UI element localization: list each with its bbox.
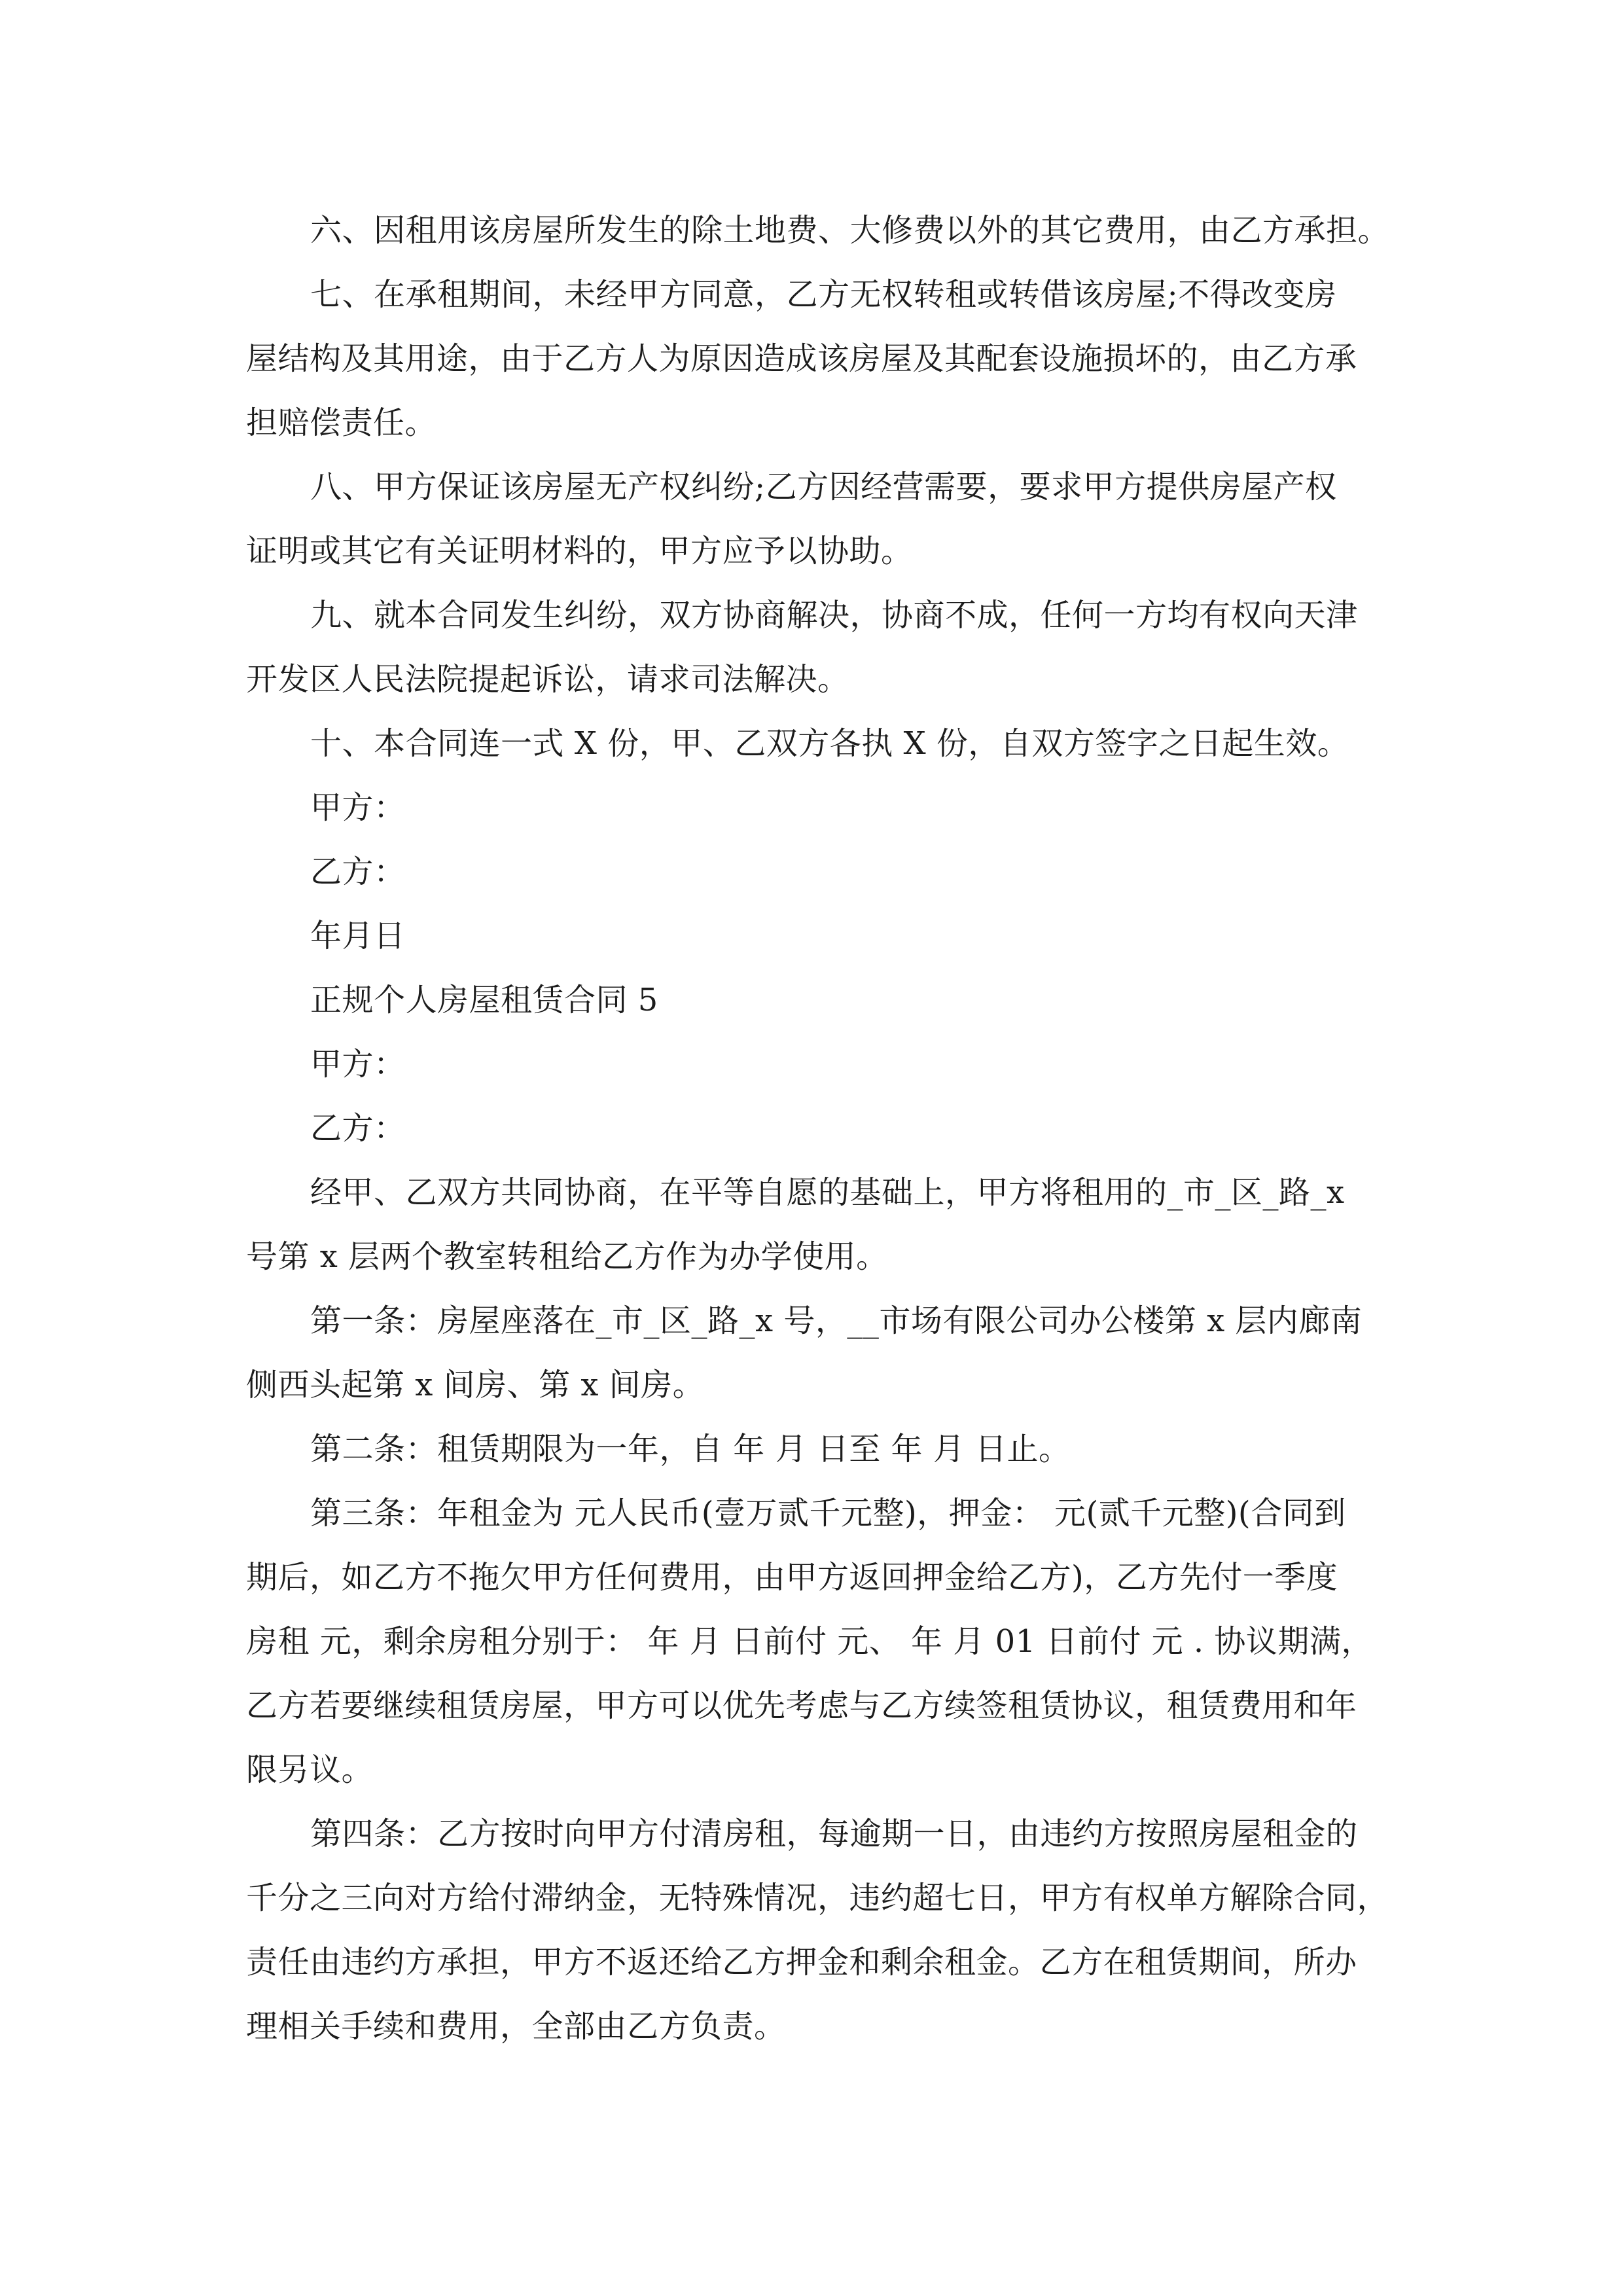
- party-a-signature: 甲方：: [310, 789, 406, 826]
- clause-7-line-2: 屋结构及其用途，由于乙方人为原因造成该房屋及其配套设施损坏的，由乙方承: [246, 340, 1357, 377]
- article-4-line-2: 千分之三向对方给付滞纳金，无特殊情况，违约超七日，甲方有权单方解除合同，: [246, 1880, 1389, 1916]
- preamble-line-1: 经甲、乙双方共同协商，在平等自愿的基础上，甲方将租用的_市_区_路_x: [310, 1174, 1345, 1211]
- article-3-line-2: 期后，如乙方不拖欠甲方任何费用，由甲方返回押金给乙方)，乙方先付一季度: [246, 1559, 1338, 1596]
- clause-8-line-1: 八、甲方保证该房屋无产权纠纷;乙方因经营需要，要求甲方提供房屋产权: [310, 469, 1337, 505]
- clause-10-line-1: 十、本合同连一式 X 份，甲、乙双方各执 X 份，自双方签字之日起生效。: [310, 725, 1349, 762]
- article-2-line-1: 第二条：租赁期限为一年，自 年 月 日至 年 月 日止。: [310, 1431, 1071, 1467]
- article-3-line-5: 限另议。: [246, 1751, 374, 1788]
- contract-5-title: 正规个人房屋租赁合同 5: [310, 982, 658, 1018]
- party-b-signature: 乙方：: [310, 853, 406, 890]
- article-1-line-1: 第一条：房屋座落在_市_区_路_x 号，__市场有限公司办公楼第 x 层内廊南: [310, 1302, 1363, 1339]
- signature-date: 年月日: [310, 918, 406, 954]
- article-4-line-3: 责任由违约方承担，甲方不返还给乙方押金和剩余租金。乙方在租赁期间，所办: [246, 1944, 1357, 1981]
- article-3-line-4: 乙方若要继续租赁房屋，甲方可以优先考虑与乙方续签租赁协议，租赁费用和年: [246, 1687, 1357, 1724]
- article-3-line-1: 第三条：年租金为 元人民币(壹万贰千元整)，押金： 元(贰千元整)(合同到: [310, 1495, 1346, 1532]
- clause-8-line-2: 证明或其它有关证明材料的，甲方应予以协助。: [246, 533, 913, 569]
- article-3-line-3: 房租 元，剩余房租分别于： 年 月 日前付 元、 年 月 01 日前付 元 . 协议期满，: [246, 1623, 1373, 1660]
- article-1-line-2: 侧西头起第 x 间房、第 x 间房。: [246, 1367, 705, 1403]
- contract-5-party-b: 乙方：: [310, 1110, 406, 1147]
- clause-9-line-2: 开发区人民法院提起诉讼，请求司法解决。: [246, 661, 849, 698]
- clause-7-line-1: 七、在承租期间，未经甲方同意，乙方无权转租或转借该房屋;不得改变房: [310, 276, 1337, 313]
- article-4-line-4: 理相关手续和费用，全部由乙方负责。: [246, 2008, 786, 2045]
- clause-6-line-1: 六、因租用该房屋所发生的除土地费、大修费以外的其它费用，由乙方承担。: [310, 212, 1390, 249]
- preamble-line-2: 号第 x 层两个教室转租给乙方作为办学使用。: [246, 1238, 888, 1275]
- clause-7-line-3: 担赔偿责任。: [246, 404, 437, 441]
- clause-9-line-1: 九、就本合同发生纠纷，双方协商解决，协商不成，任何一方均有权向天津: [310, 597, 1358, 634]
- article-4-line-1: 第四条：乙方按时向甲方付清房租，每逾期一日，由违约方按照房屋租金的: [310, 1816, 1358, 1852]
- contract-5-party-a: 甲方：: [310, 1046, 406, 1083]
